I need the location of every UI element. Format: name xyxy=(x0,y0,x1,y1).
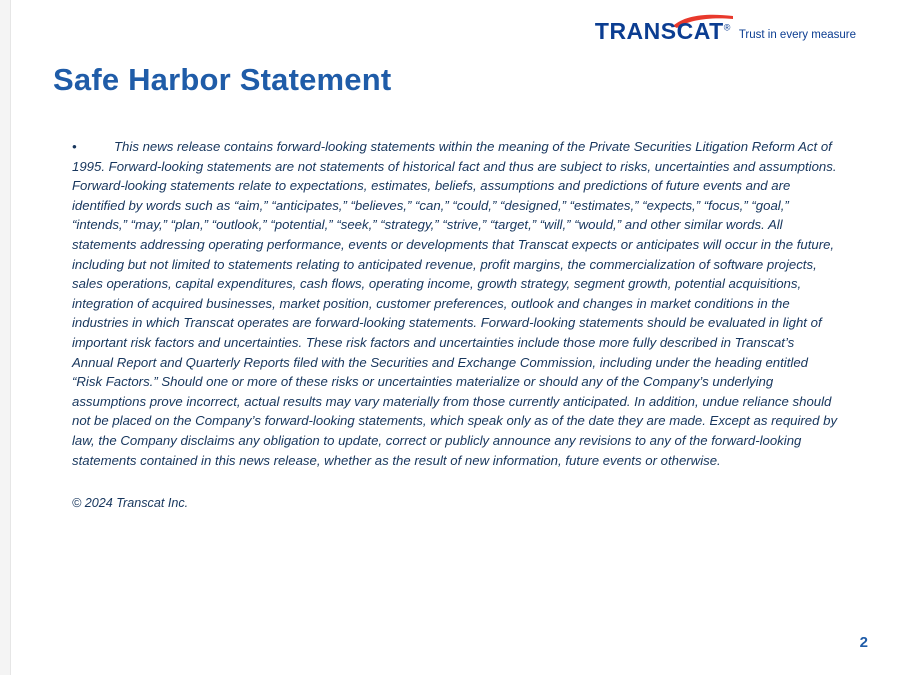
body-content xyxy=(72,137,838,510)
safe-harbor-text: This news release contains forward-looking statements within the meaning of the Private Securities Litigation Reform Act of 1995. Forward-looking statements are not statements of historical fact and thus are subject to risks, uncertainties and assumptions. Forward-looking statements relate to expectations, estimates, beliefs, assumptions and predictions of future events and are identified by words such as “aim,” “anticipates,” “believes,” “can,” “could,” “designed,” “estimates,” “expects,” “focus,” “goal,” “intends,” “may,” “plan,” “outlook,” “potential,” “seek,” “strategy,” “strive,” “target,” “will,” “would,” and other similar words. All statements addressing operating performance, events or developments that Transcat expects or anticipates will occur in the future, including but not limited to statements relating to anticipated revenue, profit margins, the commercialization of software projects, sales operations, capital expenditures, cash flows, operating income, growth strategy, segment growth, potential acquisitions, integration of acquired businesses, market position, customer preferences, outlook and changes in market conditions in the industries in which Transcat operates are forward-looking statements. Forward-looking statements should be evaluated in light of important risk factors and uncertainties. These risk factors and uncertainties include those more fully described in Transcat’s Annual Report and Quarterly Reports filed with the Securities and Exchange Commission, including under the heading entitled “Risk Factors.” Should one or more of these risks or uncertainties materialize or should any of the Company’s underlying assumptions prove incorrect, actual results may vary materially from those currently anticipated. In addition, undue reliance should not be placed on the Company’s forward-looking statements, which speak only as of the date they are made. Except as required by law, the Company disclaims any obligation to update, correct or publicly announce any revisions to any of the forward-looking statements contained in this news release, whether as the result of new information, future events or otherwise. xyxy=(72,139,838,468)
logo-brand-second: CAT xyxy=(676,18,724,44)
page-title: Safe Harbor Statement xyxy=(53,62,392,97)
logo-tagline: Trust in every measure xyxy=(738,29,856,41)
left-accent-bar xyxy=(0,0,11,675)
copyright-notice: © 2024 Transcat Inc. xyxy=(72,496,189,511)
logo-wordmark xyxy=(595,18,731,44)
registered-mark: ® xyxy=(723,22,731,33)
safe-harbor-paragraph xyxy=(72,137,838,470)
bullet-marker: • xyxy=(72,139,77,154)
transcat-logo xyxy=(595,20,856,43)
logo-brand-first: TRANS xyxy=(594,18,677,44)
page-number: 2 xyxy=(859,634,868,651)
logo-mark xyxy=(595,20,731,43)
